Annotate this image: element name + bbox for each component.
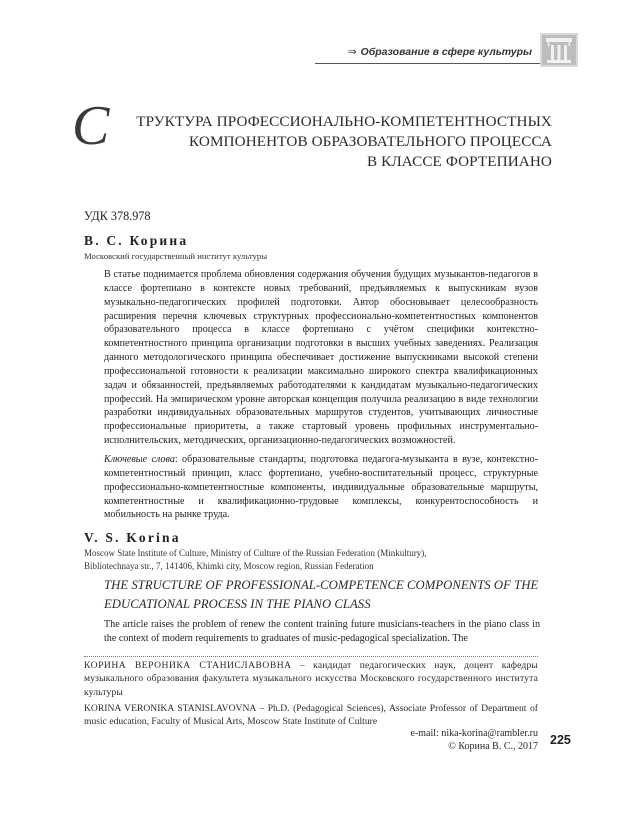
author-name-en: V. S. Korina (84, 530, 181, 545)
author-note-ru-text: – кандидат педагогических наук, доцент кафедры музыкального образования факультета музыкального искусства Московского государственного института культуры (84, 660, 538, 698)
arrow-icon: ⇒ (347, 46, 357, 58)
author-name-ru: В. С. Корина (84, 233, 189, 248)
udc-code: УДК 378.978 (84, 209, 151, 223)
running-header (340, 46, 532, 58)
author-note-en-text: – Ph.D. (Pedagogical Sciences), Associate Professor of Department of music education, Faculty of Musical Arts, Moscow State Institute of Culture (84, 703, 538, 728)
author-note-en (84, 702, 538, 729)
keywords-label: Ключевые слова (104, 454, 175, 465)
abstract-en: The article raises the problem of renew the content training future musicians-teachers in the piano class in the context of modern requirements to graduates of music-pedagogical specialization. The (104, 619, 540, 645)
author-full-name-en: KORINA VERONIKA STANISLAVOVNA (84, 703, 256, 714)
title-initial-letter: С (72, 95, 110, 157)
author-full-name-ru: КОРИНА ВЕРОНИКА СТАНИСЛАВОВНА (84, 660, 292, 671)
affiliation-en (84, 547, 524, 572)
page-number: 225 (550, 733, 571, 747)
title-line: КОМПОНЕНТОВ ОБРАЗОВАТЕЛЬНОГО ПРОЦЕССА (189, 133, 552, 150)
article-title (76, 112, 552, 172)
header-divider (315, 63, 565, 64)
keywords-ru (104, 453, 538, 522)
author-email: e-mail: nika-korina@rambler.ru (410, 728, 538, 739)
column-logo-icon (540, 33, 578, 67)
title-line: ТРУКТУРА ПРОФЕССИОНАЛЬНО-КОМПЕТЕНТНОСТНЫХ (136, 113, 552, 130)
author-note-ru (84, 659, 538, 699)
title-line: В КЛАССЕ ФОРТЕПИАНО (367, 153, 552, 170)
affiliation-ru: Московский государственный институт культуры (84, 251, 268, 261)
keywords-text: : образовательные стандарты, подготовка педагога-музыканта в вузе, контекстно-компетентностный принцип, класс фортепиано, учебно-воспитательный процесс, структурные профессионально-компетентностные компоненты, индивидуальные образовательные маршруты, компетентностные и квалификационно-трудовые комплексы, конкурентоспособность и мобильность на рынке труда. (104, 454, 539, 521)
footnote-divider (84, 656, 538, 657)
abstract-ru: В статье поднимается проблема обновления содержания обучения будущих музыкантов-педагогов в классе фортепиано в контексте новых требований, предъявляемых к выпускникам вузов музыкально-педагогических профилей подготовки. Автор обосновывает целесообразность расширения перечня ключевых структурных профессионально-компетентностных компонентов образовательного процесса в классе фортепиано с учётом специфики контекстно-компетентностного принципа организации подготовки в высших учебных заведениях. Реализация данного методологического принципа обеспечивает достижение выпускниками высокой степени профессиональной готовности к реализации максимально широкого спектра квалификационных задач и обязанностей, предъявляемых работодателями к кандидатам музыкально-педагогических профессий. На эмпирическом уровне авторская концепция получила реализацию в виде технологии разработки индивидуальных образовательных маршрутов студентов, учитывающих личностные профессиональные приоритеты, а также стартовый уровень профильных инструментально-исполнительских, методических, организационно-педагогических возможностей. (104, 269, 538, 447)
copyright: © Корина В. С., 2017 (448, 741, 538, 752)
article-title-en: THE STRUCTURE OF PROFESSIONAL-COMPETENCE COMPONENTS OF THE EDUCATIONAL PROCESS IN THE PIANO CLASS (104, 578, 539, 611)
affiliation-en-line: Moscow State Institute of Culture, Ministry of Culture of the Russian Federation (Minkultury), (84, 548, 427, 558)
affiliation-en-line: Bibliotechnaya str., 7, 141406, Khimki city, Moscow region, Russian Federation (84, 560, 374, 571)
section-title: Образование в сфере культуры (360, 46, 532, 58)
